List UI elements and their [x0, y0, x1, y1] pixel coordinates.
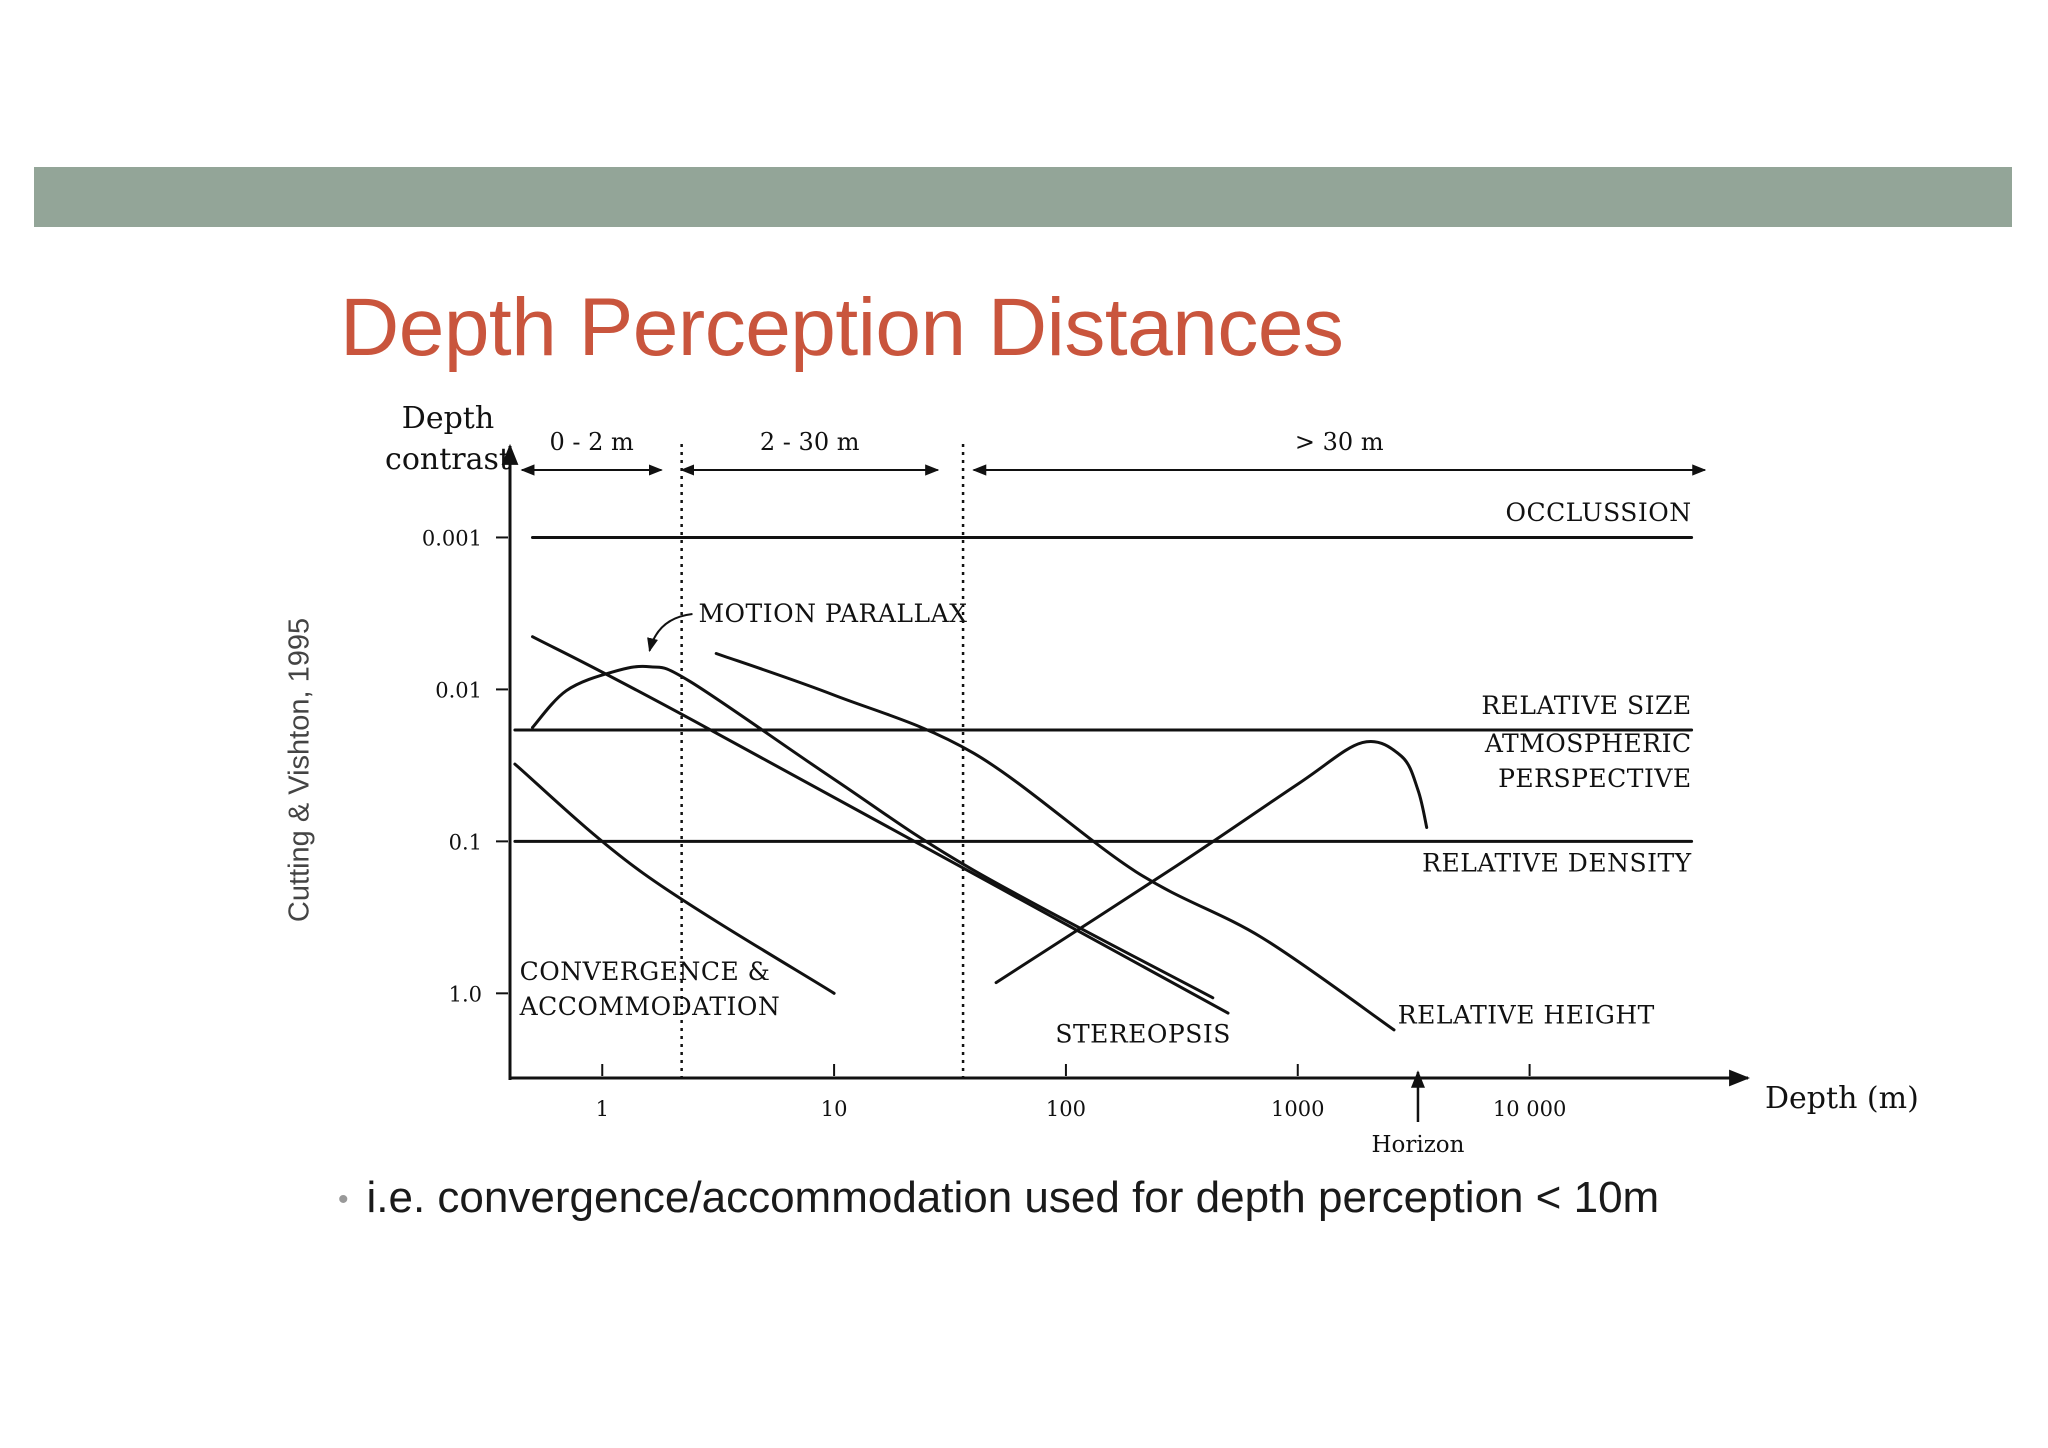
- range-label: 2 - 30 m: [759, 428, 860, 456]
- x-axis-title: Depth (m): [1765, 1081, 1919, 1116]
- y-axis-title-line-2: contrast: [385, 442, 511, 477]
- series-label-stereopsis: STEREOPSIS: [1055, 1019, 1231, 1049]
- y-tick-label: 0.001: [421, 526, 482, 551]
- bullet-item: [338, 1170, 1659, 1228]
- citation-label: Cutting & Vishton, 1995: [283, 617, 316, 923]
- motion-parallax-callout-arrow: [650, 614, 693, 651]
- x-tick-label: 100: [1045, 1097, 1086, 1121]
- series-label-relative-height: RELATIVE HEIGHT: [1397, 1000, 1655, 1030]
- slide-title: Depth Perception Distances: [340, 282, 1344, 373]
- y-axis-title-line-1: Depth: [401, 401, 495, 436]
- series-label-convergence: CONVERGENCE &: [519, 957, 771, 987]
- series-label-perspective: PERSPECTIVE: [1498, 764, 1692, 794]
- series-label-relative-size: RELATIVE SIZE: [1481, 690, 1692, 720]
- x-tick-label: 1: [595, 1097, 609, 1121]
- bullet-dot-icon: •: [338, 1183, 349, 1217]
- range-label: > 30 m: [1294, 428, 1384, 456]
- y-tick-label: 0.01: [435, 678, 482, 703]
- bullet-text: i.e. convergence/accommodation used for depth perception < 10m: [366, 1173, 1660, 1222]
- horizon-label: Horizon: [1371, 1132, 1465, 1158]
- x-tick-label: 10: [820, 1097, 848, 1121]
- y-tick-label: 1.0: [448, 982, 482, 1007]
- series-label-occlussion: OCCLUSSION: [1505, 498, 1692, 528]
- chart-svg: [355, 388, 1919, 1160]
- x-tick-label: 1000: [1271, 1097, 1325, 1121]
- range-label: 0 - 2 m: [549, 428, 634, 456]
- series-label-atmospheric: ATMOSPHERIC: [1484, 728, 1692, 758]
- y-tick-label: 0.1: [448, 830, 482, 855]
- series-label-accommodation: ACCOMMODATION: [519, 992, 781, 1022]
- series-label-motion-parallax: MOTION PARALLAX: [698, 598, 968, 628]
- series-label-relative-density: RELATIVE DENSITY: [1422, 848, 1692, 878]
- depth-perception-chart: [355, 388, 1919, 1160]
- slide-header-band: [34, 167, 2012, 227]
- series-line-atmospheric-perspective: [996, 741, 1427, 982]
- x-tick-label: 10 000: [1492, 1097, 1567, 1121]
